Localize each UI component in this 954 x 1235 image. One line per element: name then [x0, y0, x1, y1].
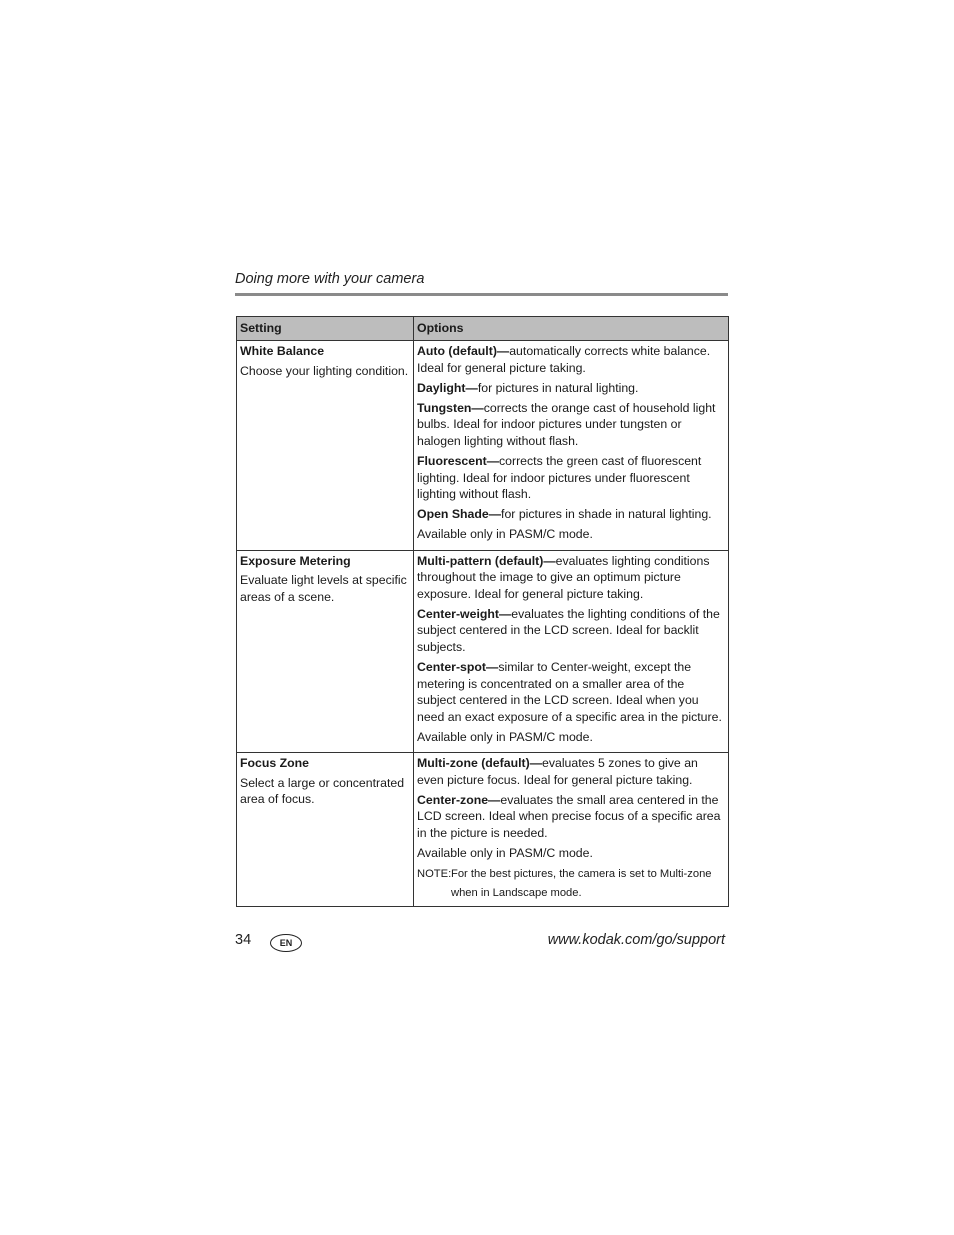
option-item — [417, 453, 725, 503]
setting-name: Focus Zone — [240, 756, 310, 771]
setting-name: White Balance — [240, 344, 325, 358]
setting-description: Choose your lighting condition. — [240, 363, 409, 378]
option-term: Center-zone— — [417, 792, 501, 807]
setting-cell — [237, 550, 414, 753]
option-text: evaluates 5 zones to give an even picture focus. Ideal for general picture taking. — [417, 756, 698, 787]
options-cell — [414, 341, 729, 551]
option-text: for pictures in natural lighting. — [477, 380, 639, 395]
option-text: evaluates the small area centered in the LCD screen. Ideal when precise focus of a specific area in the picture is needed. — [417, 792, 721, 840]
option-item — [417, 506, 725, 523]
option-item — [417, 659, 725, 725]
option-text: evaluates the lighting conditions of the subject centered in the LCD screen. Ideal for backlit subjects. — [417, 606, 720, 654]
page-header-title: Doing more with your camera — [235, 271, 425, 287]
option-term: Daylight— — [417, 380, 478, 395]
option-term: Open Shade— — [417, 507, 502, 522]
option-item — [417, 606, 725, 656]
availability-text: Available only in PASM/C mode. — [417, 527, 593, 542]
option-text: automatically corrects white balance. Ideal for general picture taking. — [417, 344, 711, 375]
option-item — [417, 400, 725, 450]
option-text: corrects the orange cast of household light bulbs. Ideal for indoor pictures under tungsten or halogen lighting without flash. — [417, 400, 716, 448]
language-badge: EN — [270, 934, 302, 952]
note-label: NOTE: — [417, 868, 452, 881]
setting-description: Evaluate light levels at specific areas of a scene. — [240, 573, 407, 604]
support-url[interactable]: www.kodak.com/go/support — [547, 932, 725, 948]
options-cell — [414, 753, 729, 907]
option-term: Multi-pattern (default)— — [417, 553, 556, 568]
option-text: evaluates lighting conditions throughout the image to give an optimum picture exposure. Ideal for general picture taking. — [417, 553, 710, 601]
setting-cell — [237, 753, 414, 907]
availability-text: Available only in PASM/C mode. — [417, 846, 593, 861]
option-term: Center-weight— — [417, 606, 512, 621]
option-term: Auto (default)— — [417, 344, 510, 358]
option-term: Tungsten— — [417, 400, 484, 415]
option-term: Center-spot— — [417, 660, 499, 675]
settings-table — [236, 316, 729, 907]
table-header-row — [237, 317, 729, 341]
table-row — [237, 550, 729, 753]
availability-text: Available only in PASM/C mode. — [417, 729, 593, 744]
option-text: corrects the green cast of fluorescent lighting. Ideal for indoor pictures under fluorescent lighting without flash. — [417, 454, 702, 502]
setting-cell — [237, 341, 414, 551]
setting-description: Select a large or concentrated area of focus. — [240, 775, 405, 807]
option-term: Multi-zone (default)— — [417, 756, 542, 771]
table-row — [237, 753, 729, 907]
option-text: for pictures in shade in natural lighting. — [501, 507, 712, 522]
page-number: 34 — [235, 932, 252, 948]
option-item — [417, 380, 725, 397]
note — [417, 865, 725, 903]
table-row — [237, 341, 729, 551]
column-header-setting: Setting — [237, 317, 414, 341]
option-item — [417, 553, 725, 603]
option-text: similar to Center-weight, except the metering is concentrated on a smaller area of the subject centered in the LCD screen. Ideal when you need an exact exposure of a specific area in the picture. — [417, 660, 722, 724]
column-header-options: Options — [414, 317, 729, 341]
options-cell — [414, 550, 729, 753]
option-item — [417, 755, 725, 788]
setting-name: Exposure Metering — [240, 553, 351, 568]
option-term: Fluorescent— — [417, 454, 499, 469]
option-item — [417, 792, 725, 842]
header-divider — [235, 293, 728, 296]
option-item — [417, 343, 725, 376]
note-text: For the best pictures, the camera is set to Multi-zone when in Landscape mode. — [451, 868, 712, 900]
